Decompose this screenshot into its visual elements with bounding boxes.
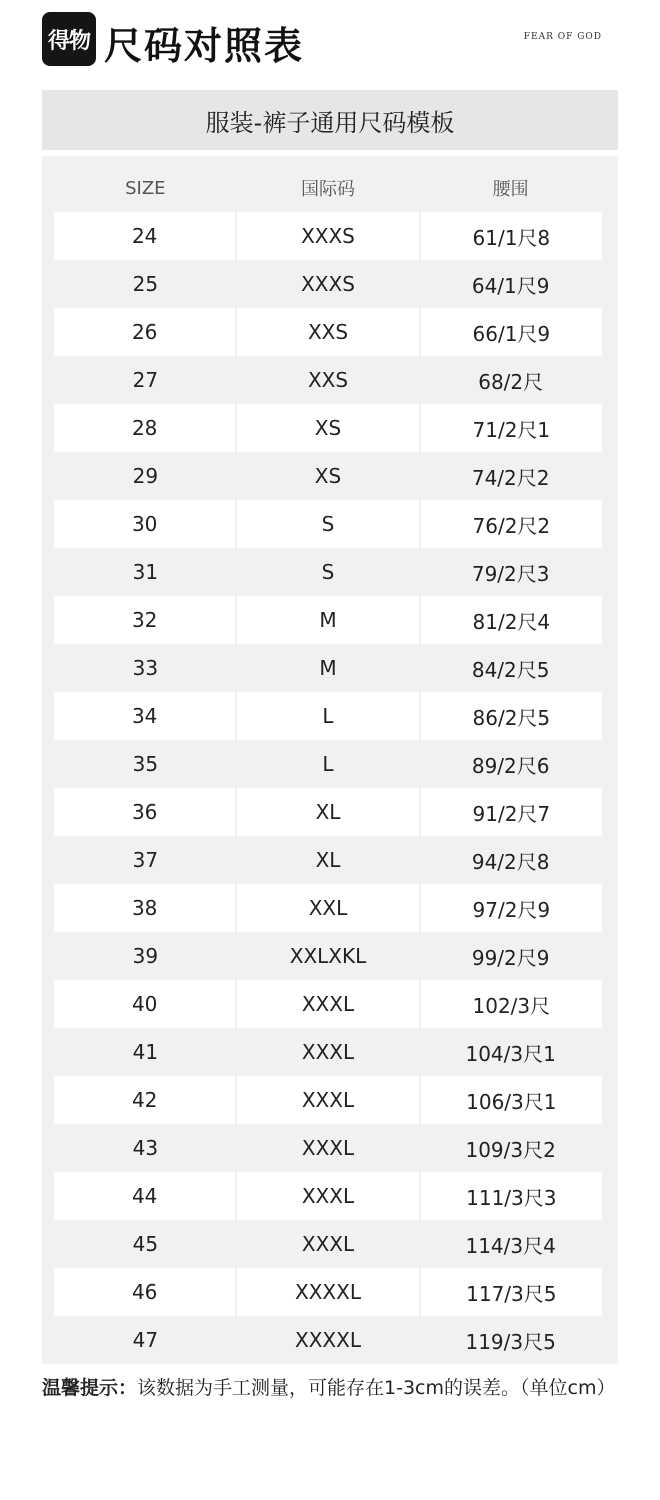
cell-size: 40 bbox=[54, 980, 235, 1028]
header-waist: 腰围 bbox=[492, 179, 529, 200]
table-header-row bbox=[54, 164, 602, 212]
table-title: 服装-裤子通用尺码模板 bbox=[42, 90, 618, 150]
cell-international-size: XXXL bbox=[235, 1076, 418, 1124]
cell-international-size: XXXL bbox=[237, 1124, 420, 1172]
cell-waist: 111/3尺3 bbox=[419, 1172, 602, 1220]
table-row bbox=[54, 1268, 602, 1316]
cell-international-size: XXXL bbox=[237, 1028, 420, 1076]
cell-international-size: XL bbox=[235, 788, 418, 836]
size-table bbox=[42, 156, 618, 1364]
cell-international-size: XXXS bbox=[235, 212, 418, 260]
cell-size: 47 bbox=[54, 1316, 237, 1364]
cell-international-size: XXLXKL bbox=[237, 932, 420, 980]
cell-waist: 106/3尺1 bbox=[419, 1076, 602, 1124]
cell-size: 44 bbox=[54, 1172, 235, 1220]
cell-size: 39 bbox=[54, 932, 237, 980]
cell-size: 25 bbox=[54, 260, 237, 308]
table-row bbox=[54, 980, 602, 1028]
cell-waist: 102/3尺 bbox=[419, 980, 602, 1028]
cell-size: 30 bbox=[54, 500, 235, 548]
brand-name: FEAR OF GOD bbox=[523, 32, 602, 42]
cell-waist: 61/1尺8 bbox=[419, 212, 602, 260]
table-row bbox=[54, 1028, 602, 1076]
table-body bbox=[54, 212, 602, 1364]
cell-waist: 117/3尺5 bbox=[419, 1268, 602, 1316]
cell-size: 31 bbox=[54, 548, 237, 596]
tip-text: 该数据为手工测量，可能存在1-3cm的误差。（单位cm） bbox=[137, 1377, 616, 1399]
table-row bbox=[54, 308, 602, 356]
cell-waist: 76/2尺2 bbox=[419, 500, 602, 548]
cell-size: 24 bbox=[54, 212, 235, 260]
cell-international-size: XXS bbox=[237, 356, 420, 404]
table-row bbox=[54, 692, 602, 740]
cell-waist: 109/3尺2 bbox=[419, 1124, 602, 1172]
cell-international-size: M bbox=[235, 596, 418, 644]
table-row bbox=[54, 1220, 602, 1268]
page-header bbox=[42, 10, 616, 80]
cell-international-size: XXXXL bbox=[235, 1268, 418, 1316]
tip-label: 温馨提示： bbox=[42, 1377, 138, 1399]
cell-size: 35 bbox=[54, 740, 237, 788]
cell-size: 42 bbox=[54, 1076, 235, 1124]
table-row bbox=[54, 1172, 602, 1220]
cell-waist: 74/2尺2 bbox=[419, 452, 602, 500]
table-row bbox=[54, 740, 602, 788]
cell-international-size: XL bbox=[237, 836, 420, 884]
cell-waist: 66/1尺9 bbox=[419, 308, 602, 356]
cell-international-size: XXXL bbox=[235, 1172, 418, 1220]
cell-international-size: S bbox=[235, 500, 418, 548]
table-row bbox=[54, 452, 602, 500]
table-row bbox=[54, 1316, 602, 1364]
cell-international-size: XXXL bbox=[237, 1220, 420, 1268]
cell-waist: 84/2尺5 bbox=[419, 644, 602, 692]
table-row bbox=[54, 932, 602, 980]
cell-waist: 114/3尺4 bbox=[419, 1220, 602, 1268]
cell-waist: 81/2尺4 bbox=[419, 596, 602, 644]
table-row bbox=[54, 356, 602, 404]
cell-size: 34 bbox=[54, 692, 235, 740]
cell-size: 41 bbox=[54, 1028, 237, 1076]
cell-waist: 99/2尺9 bbox=[419, 932, 602, 980]
table-row bbox=[54, 260, 602, 308]
tip-note bbox=[42, 1372, 632, 1404]
table-row bbox=[54, 500, 602, 548]
dewu-logo: 得物 bbox=[42, 12, 96, 66]
table-row bbox=[54, 548, 602, 596]
table-row bbox=[54, 404, 602, 452]
cell-waist: 91/2尺7 bbox=[419, 788, 602, 836]
header-size: SIZE bbox=[125, 177, 166, 199]
cell-waist: 104/3尺1 bbox=[419, 1028, 602, 1076]
cell-international-size: L bbox=[235, 692, 418, 740]
cell-waist: 71/2尺1 bbox=[419, 404, 602, 452]
table-row bbox=[54, 1124, 602, 1172]
cell-size: 46 bbox=[54, 1268, 235, 1316]
table-row bbox=[54, 1076, 602, 1124]
cell-size: 33 bbox=[54, 644, 237, 692]
cell-waist: 89/2尺6 bbox=[419, 740, 602, 788]
cell-size: 43 bbox=[54, 1124, 237, 1172]
cell-international-size: XS bbox=[235, 404, 418, 452]
cell-size: 29 bbox=[54, 452, 237, 500]
cell-waist: 94/2尺8 bbox=[419, 836, 602, 884]
cell-waist: 86/2尺5 bbox=[419, 692, 602, 740]
cell-size: 37 bbox=[54, 836, 237, 884]
cell-waist: 119/3尺5 bbox=[419, 1316, 602, 1364]
cell-waist: 68/2尺 bbox=[419, 356, 602, 404]
cell-waist: 64/1尺9 bbox=[419, 260, 602, 308]
cell-waist: 79/2尺3 bbox=[419, 548, 602, 596]
table-row bbox=[54, 596, 602, 644]
cell-international-size: XXS bbox=[235, 308, 418, 356]
cell-international-size: M bbox=[237, 644, 420, 692]
cell-size: 32 bbox=[54, 596, 235, 644]
cell-international-size: XXXS bbox=[237, 260, 420, 308]
cell-international-size: XXXL bbox=[235, 980, 418, 1028]
cell-size: 36 bbox=[54, 788, 235, 836]
cell-international-size: XXL bbox=[235, 884, 418, 932]
cell-international-size: L bbox=[237, 740, 420, 788]
cell-size: 45 bbox=[54, 1220, 237, 1268]
cell-size: 38 bbox=[54, 884, 235, 932]
page-title: 尺码对照表 bbox=[104, 24, 305, 68]
cell-size: 26 bbox=[54, 308, 235, 356]
table-row bbox=[54, 884, 602, 932]
table-row bbox=[54, 644, 602, 692]
table-row bbox=[54, 836, 602, 884]
cell-size: 28 bbox=[54, 404, 235, 452]
table-row bbox=[54, 788, 602, 836]
table-row bbox=[54, 212, 602, 260]
cell-international-size: XXXXL bbox=[237, 1316, 420, 1364]
cell-international-size: S bbox=[237, 548, 420, 596]
cell-size: 27 bbox=[54, 356, 237, 404]
cell-waist: 97/2尺9 bbox=[419, 884, 602, 932]
cell-international-size: XS bbox=[237, 452, 420, 500]
header-international-size: 国际码 bbox=[301, 179, 355, 200]
